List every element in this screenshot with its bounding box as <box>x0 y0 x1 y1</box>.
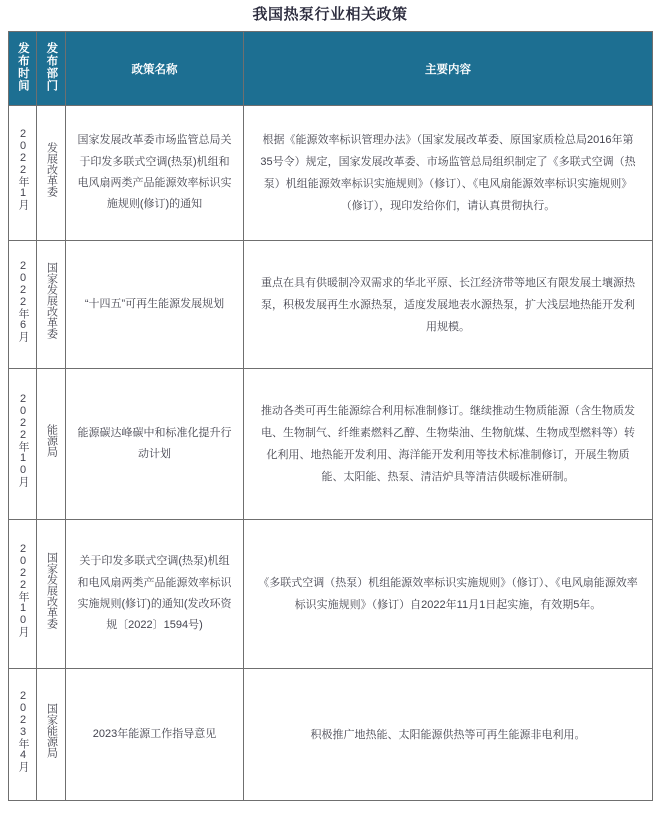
column-header-dept-label: 发布部门 <box>45 42 58 92</box>
table-row <box>9 520 653 669</box>
table-header <box>9 32 653 106</box>
publish-time-value: 2022年6月 <box>17 259 30 342</box>
publish-department-value: 能源局 <box>45 423 58 457</box>
publish-time-value: 2022年10月 <box>17 543 30 638</box>
publish-time-value: 2022年10月 <box>17 393 30 488</box>
column-header-time <box>9 32 37 106</box>
publish-department-value: 国家发展改革委 <box>45 262 58 340</box>
cell-publish-department <box>37 520 66 669</box>
cell-policy-name: 关于印发多联式空调(热泵)机组和电风扇两类产品能源效率标识实施规则(修订)的通知(发改环资规〔2022〕1594号) <box>66 520 244 669</box>
cell-publish-time <box>9 669 37 801</box>
cell-policy-content: 推动各类可再生能源综合利用标准制修订。继续推动生物质能源（含生物质发电、生物制气、纤维素燃料乙醇、生物柴油、生物航煤、生物成型燃料等）转化利用、地热能开发利用、海洋能开发利用等技术标准制修订，开展生物质能、太阳能、热泵、清洁炉具等清洁供暖标准研制。 <box>244 369 653 520</box>
column-header-time-label: 发布时间 <box>16 42 29 92</box>
table-body <box>9 106 653 801</box>
header-row <box>9 32 653 106</box>
cell-policy-name: “十四五”可再生能源发展规划 <box>66 241 244 369</box>
cell-publish-department <box>37 241 66 369</box>
cell-publish-department <box>37 669 66 801</box>
table-row <box>9 669 653 801</box>
cell-publish-time <box>9 241 37 369</box>
cell-publish-time <box>9 106 37 241</box>
table-row <box>9 241 653 369</box>
table-row <box>9 369 653 520</box>
table-container <box>8 31 652 801</box>
cell-policy-content: 根据《能源效率标识管理办法》（国家发展改革委、原国家质检总局2016年第35号令）规定，国家发展改革委、市场监管总局组织制定了《多联式空调（热泵）机组能源效率标识实施规则》（修订）、《电风扇能源效率标识实施规则》（修订），现印发给你们，请认真贯彻执行。 <box>244 106 653 241</box>
page-title: 我国热泵行业相关政策 <box>252 6 408 23</box>
publish-time-value: 2023年4月 <box>17 689 30 772</box>
cell-publish-time <box>9 520 37 669</box>
cell-policy-content: 《多联式空调（热泵）机组能源效率标识实施规则》（修订）、《电风扇能源效率标识实施规则》（修订）自2022年11月1日起实施，有效期5年。 <box>244 520 653 669</box>
cell-publish-department <box>37 369 66 520</box>
table-row <box>9 106 653 241</box>
cell-publish-time <box>9 369 37 520</box>
cell-policy-name: 2023年能源工作指导意见 <box>66 669 244 801</box>
column-header-name: 政策名称 <box>66 32 244 106</box>
cell-publish-department <box>37 106 66 241</box>
publish-time-value: 2022年1月 <box>17 128 30 211</box>
column-header-content: 主要内容 <box>244 32 653 106</box>
cell-policy-name: 国家发展改革委市场监管总局关于印发多联式空调(热泵)机组和电风扇两类产品能源效率标识实施规则(修订)的通知 <box>66 106 244 241</box>
cell-policy-name: 能源碳达峰碳中和标准化提升行动计划 <box>66 369 244 520</box>
cell-policy-content: 积极推广地热能、太阳能源供热等可再生能源非电利用。 <box>244 669 653 801</box>
cell-policy-content: 重点在具有供暖制冷双需求的华北平原、长江经济带等地区有限发展土壤源热泵，积极发展再生水源热泵，适度发展地表水源热泵，扩大浅层地热能开发利用规模。 <box>244 241 653 369</box>
publish-department-value: 发展改革委 <box>45 141 58 197</box>
policy-table <box>8 31 653 801</box>
publish-department-value: 国家能源局 <box>45 703 58 759</box>
publish-department-value: 国家发展改革委 <box>45 551 58 629</box>
column-header-dept <box>37 32 66 106</box>
